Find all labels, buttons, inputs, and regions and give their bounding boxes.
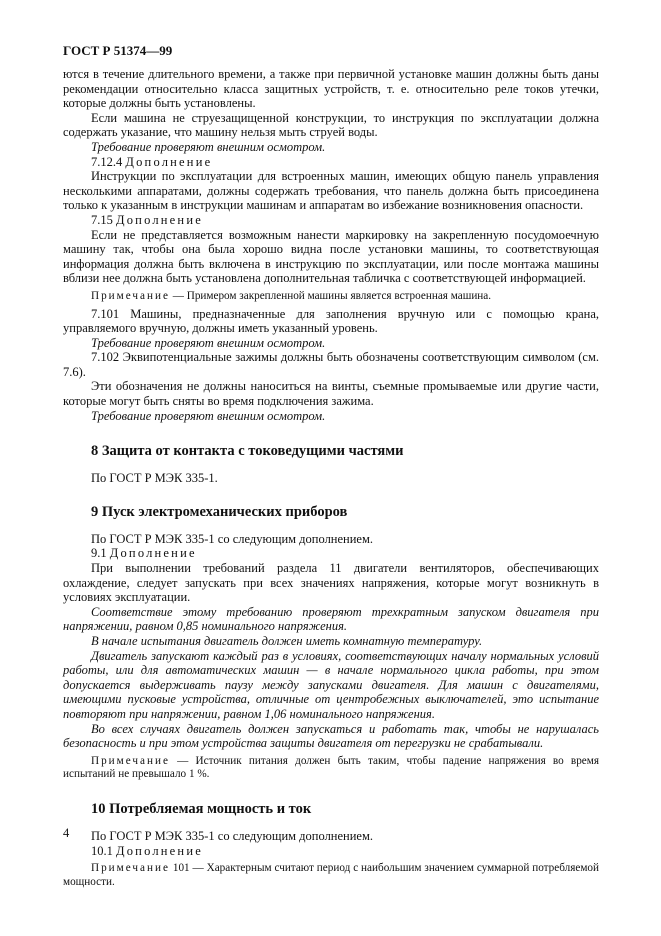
section-10-heading: 10 Потребляемая мощность и ток: [91, 800, 312, 817]
clause-number: 7.15: [91, 212, 113, 227]
paragraph: По ГОСТ Р МЭК 335-1 со следующим дополнением.: [91, 531, 374, 546]
check-note: Двигатель запускают каждый раз в условиях, соответствующих началу нормальных условий работы, или для автоматических машин — в начале нормального цикла работы, при этом допускается выдерживать паузу между запусками двигателя. Для машин с двигателями, имеющими пусковые устройства, отличные от центробежных выключателей, это испытание повторяют при напряжении, равном 1,06 номинального напряжения.: [63, 648, 599, 721]
paragraph: ются в течение длительного времени, а также при первичной установке машин должны быть даны рекомендации относительно класса защитных устройств, т. е. относительно реле токов утечки, которые должны быть установлены.: [63, 67, 599, 111]
clause-heading-7-12-4: [63, 155, 599, 170]
clause-label: Дополнение: [116, 843, 203, 858]
clause-heading-9-1: [63, 546, 599, 561]
note-text: — Источник питания должен быть таким, чтобы падение напряжения во время испытаний не превышало 1 %.: [63, 754, 599, 781]
note-label: Примечание: [91, 289, 170, 302]
note: [63, 862, 599, 889]
clause-label: Дополнение: [109, 546, 197, 561]
note-label: Примечание: [91, 862, 170, 875]
clause-number: 9.1: [91, 546, 107, 561]
check-note: Требование проверяют внешним осмотром.: [91, 335, 326, 350]
note-text: — Примером закрепленной машины является встроенная машина.: [169, 289, 492, 302]
note-label: Примечание: [91, 754, 170, 767]
document-code-header: ГОСТ Р 51374—99: [63, 43, 173, 58]
clause-number: 10.1: [91, 843, 113, 858]
clause-label: Дополнение: [116, 212, 203, 227]
note: [63, 755, 599, 782]
note: [63, 290, 599, 304]
paragraph: Инструкции по эксплуатации для встроенных машин, имеющих общую панель управления несколькими аппаратами, должны содержать требования, что панель должна быть присоединена только к указанным в инструкции машинам и аппаратам во избежание возникновения опасности.: [63, 169, 599, 213]
clause-heading-7-15: [63, 213, 599, 228]
paragraph: По ГОСТ Р МЭК 335-1 со следующим дополнением.: [91, 828, 374, 843]
clause-number: 7.12.4: [91, 154, 123, 169]
page-body: [63, 67, 599, 889]
paragraph: Если не представляется возможным нанести маркировку на закрепленную посудомоечную машину так, чтобы она была хорошо видна после установки машины, то соответствующая информация должна быть включена в инструкцию по эксплуатации, или после монтажа машины вблизи нее должна быть установлена дополнительная табличка с соответствующей информацией.: [63, 227, 599, 286]
check-note: Требование проверяют внешним осмотром.: [91, 139, 326, 154]
clause-heading-10-1: [63, 844, 599, 859]
paragraph: Эти обозначения не должны наноситься на винты, съемные промываемые или другие части, которые могут быть сняты во время подключения зажима.: [63, 379, 599, 409]
note-text: 101 — Характерным считают период с наибольшим значением суммарной потребляемой мощности.: [63, 862, 599, 888]
paragraph: По ГОСТ Р МЭК 335-1.: [91, 471, 218, 486]
check-note: В начале испытания двигатель должен иметь комнатную температуру.: [91, 634, 483, 648]
paragraph: 7.102 Эквипотенциальные зажимы должны быть обозначены соответствующим символом (см. 7.6).: [63, 350, 599, 379]
section-9-heading: 9 Пуск электромеханических приборов: [91, 503, 348, 520]
check-note: Соответствие этому требованию проверяют трехкратным запуском двигателя при напряжении, равном 0,85 номинального напряжения.: [63, 604, 599, 634]
page-number: 4: [63, 826, 70, 840]
section-8-heading: 8 Защита от контакта с токоведущими частями: [91, 443, 404, 460]
check-note: Во всех случаях двигатель должен запускаться и работать так, чтобы не нарушалась безопасность и при этом устройства защиты двигателя от перегрузки не срабатывали.: [63, 721, 599, 751]
paragraph: 7.101 Машины, предназначенные для заполнения вручную или с помощью крана, управляемого вручную, должны иметь указанный уровень.: [63, 306, 599, 336]
clause-label: Дополнение: [125, 154, 213, 169]
paragraph: При выполнении требований раздела 11 двигатели вентиляторов, обеспечивающих охлаждение, следует запускать при всех значениях напряжения, которые могут возникнуть в условиях эксплуатации.: [63, 561, 599, 605]
check-note: Требование проверяют внешним осмотром.: [91, 408, 326, 423]
paragraph: Если машина не струезащищенной конструкции, то инструкция по эксплуатации должна содержать указание, что машину нельзя мыть струей воды.: [63, 110, 599, 140]
